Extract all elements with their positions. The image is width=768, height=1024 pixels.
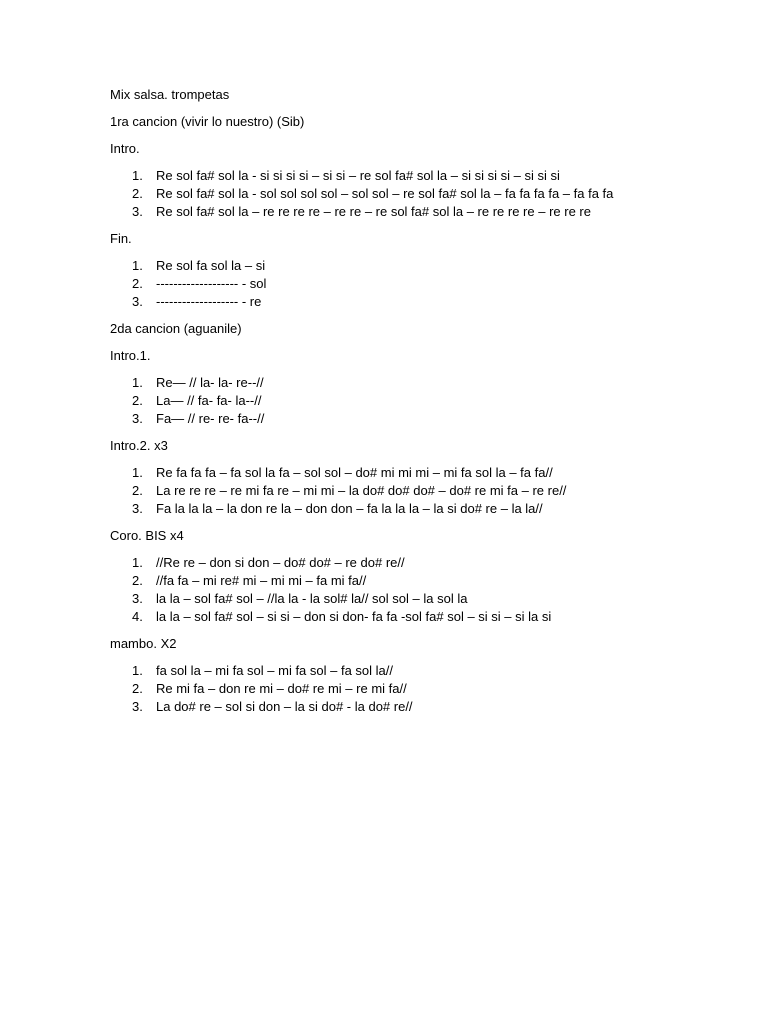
list-item-text: fa sol la – mi fa sol – mi fa sol – fa sol la//: [156, 663, 393, 678]
list-item-text: La re re re – re mi fa re – mi mi – la do# do# do# – do# re mi fa – re re//: [156, 483, 567, 498]
list-item: [110, 392, 730, 410]
list-item: [110, 293, 730, 311]
list-item-text: //Re re – don si don – do# do# – re do# re//: [156, 555, 405, 570]
list-item: [110, 464, 730, 482]
list-item: [110, 572, 730, 590]
list-item: [110, 410, 730, 428]
list-item: [110, 374, 730, 392]
list-item: [110, 500, 730, 518]
list-item-text: Re sol fa# sol la - sol sol sol sol – sol sol – re sol fa# sol la – fa fa fa fa – fa fa fa: [156, 186, 614, 201]
list-item: [110, 680, 730, 698]
list-item-text: Re sol fa# sol la – re re re re – re re – re sol fa# sol la – re re re re – re re re: [156, 204, 591, 219]
list-item: [110, 662, 730, 680]
list-item-number: 1.: [132, 375, 143, 390]
list-item-number: 3.: [132, 591, 143, 606]
section-heading: Fin.: [110, 231, 132, 246]
list-item: [110, 482, 730, 500]
section-heading: Intro.2. x3: [110, 438, 168, 453]
list-item-text: Re mi fa – don re mi – do# re mi – re mi fa//: [156, 681, 407, 696]
numbered-list: [110, 374, 730, 428]
list-item-text: ------------------- - sol: [156, 276, 267, 291]
section-heading: Coro. BIS x4: [110, 528, 184, 543]
section-heading: Intro.1.: [110, 348, 151, 363]
list-item: [110, 185, 730, 203]
list-item-text: Fa— // re- re- fa--//: [156, 411, 265, 426]
song-title: 1ra cancion (vivir lo nuestro) (Sib): [110, 114, 305, 129]
list-item: [110, 167, 730, 185]
list-item-text: la la – sol fa# sol – //la la - la sol# la// sol sol – la sol la: [156, 591, 468, 606]
list-item-number: 1.: [132, 555, 143, 570]
list-item-text: la la – sol fa# sol – si si – don si don- fa fa -sol fa# sol – si si – si la si: [156, 609, 552, 624]
list-item: [110, 275, 730, 293]
list-item-number: 3.: [132, 411, 143, 426]
numbered-list: [110, 167, 730, 221]
numbered-list: [110, 464, 730, 518]
list-item-text: Re sol fa sol la – si: [156, 258, 266, 273]
list-item-number: 3.: [132, 501, 143, 516]
list-item-text: La do# re – sol si don – la si do# - la do# re//: [156, 699, 413, 714]
list-item: [110, 554, 730, 572]
list-item: [110, 257, 730, 275]
songs-container: [110, 113, 730, 716]
list-item: [110, 608, 730, 626]
list-item-number: 3.: [132, 204, 143, 219]
list-item-number: 2.: [132, 483, 143, 498]
list-item-text: Re— // la- la- re--//: [156, 375, 264, 390]
song-title: 2da cancion (aguanile): [110, 321, 242, 336]
list-item-number: 2.: [132, 186, 143, 201]
list-item-text: Fa la la la – la don re la – don don – fa la la la – la si do# re – la la//: [156, 501, 543, 516]
list-item-text: Re fa fa fa – fa sol la fa – sol sol – do# mi mi mi – mi fa sol la – fa fa//: [156, 465, 553, 480]
document-content: [110, 86, 730, 725]
section-heading: Intro.: [110, 141, 140, 156]
section-heading: mambo. X2: [110, 636, 177, 651]
list-item-number: 3.: [132, 699, 143, 714]
list-item-number: 2.: [132, 573, 143, 588]
list-item: [110, 698, 730, 716]
list-item-number: 4.: [132, 609, 143, 624]
list-item-text: //fa fa – mi re# mi – mi mi – fa mi fa//: [156, 573, 367, 588]
list-item-number: 1.: [132, 465, 143, 480]
list-item-number: 1.: [132, 258, 143, 273]
list-item-text: La— // fa- fa- la--//: [156, 393, 262, 408]
document-title: Mix salsa. trompetas: [110, 87, 230, 102]
list-item-number: 2.: [132, 276, 143, 291]
numbered-list: [110, 554, 730, 626]
list-item-number: 2.: [132, 681, 143, 696]
list-item-number: 3.: [132, 294, 143, 309]
list-item-text: Re sol fa# sol la - si si si si – si si – re sol fa# sol la – si si si si – si si si: [156, 168, 560, 183]
list-item: [110, 203, 730, 221]
list-item-text: ------------------- - re: [156, 294, 262, 309]
numbered-list: [110, 257, 730, 311]
list-item: [110, 590, 730, 608]
list-item-number: 1.: [132, 168, 143, 183]
list-item-number: 1.: [132, 663, 143, 678]
numbered-list: [110, 662, 730, 716]
list-item-number: 2.: [132, 393, 143, 408]
